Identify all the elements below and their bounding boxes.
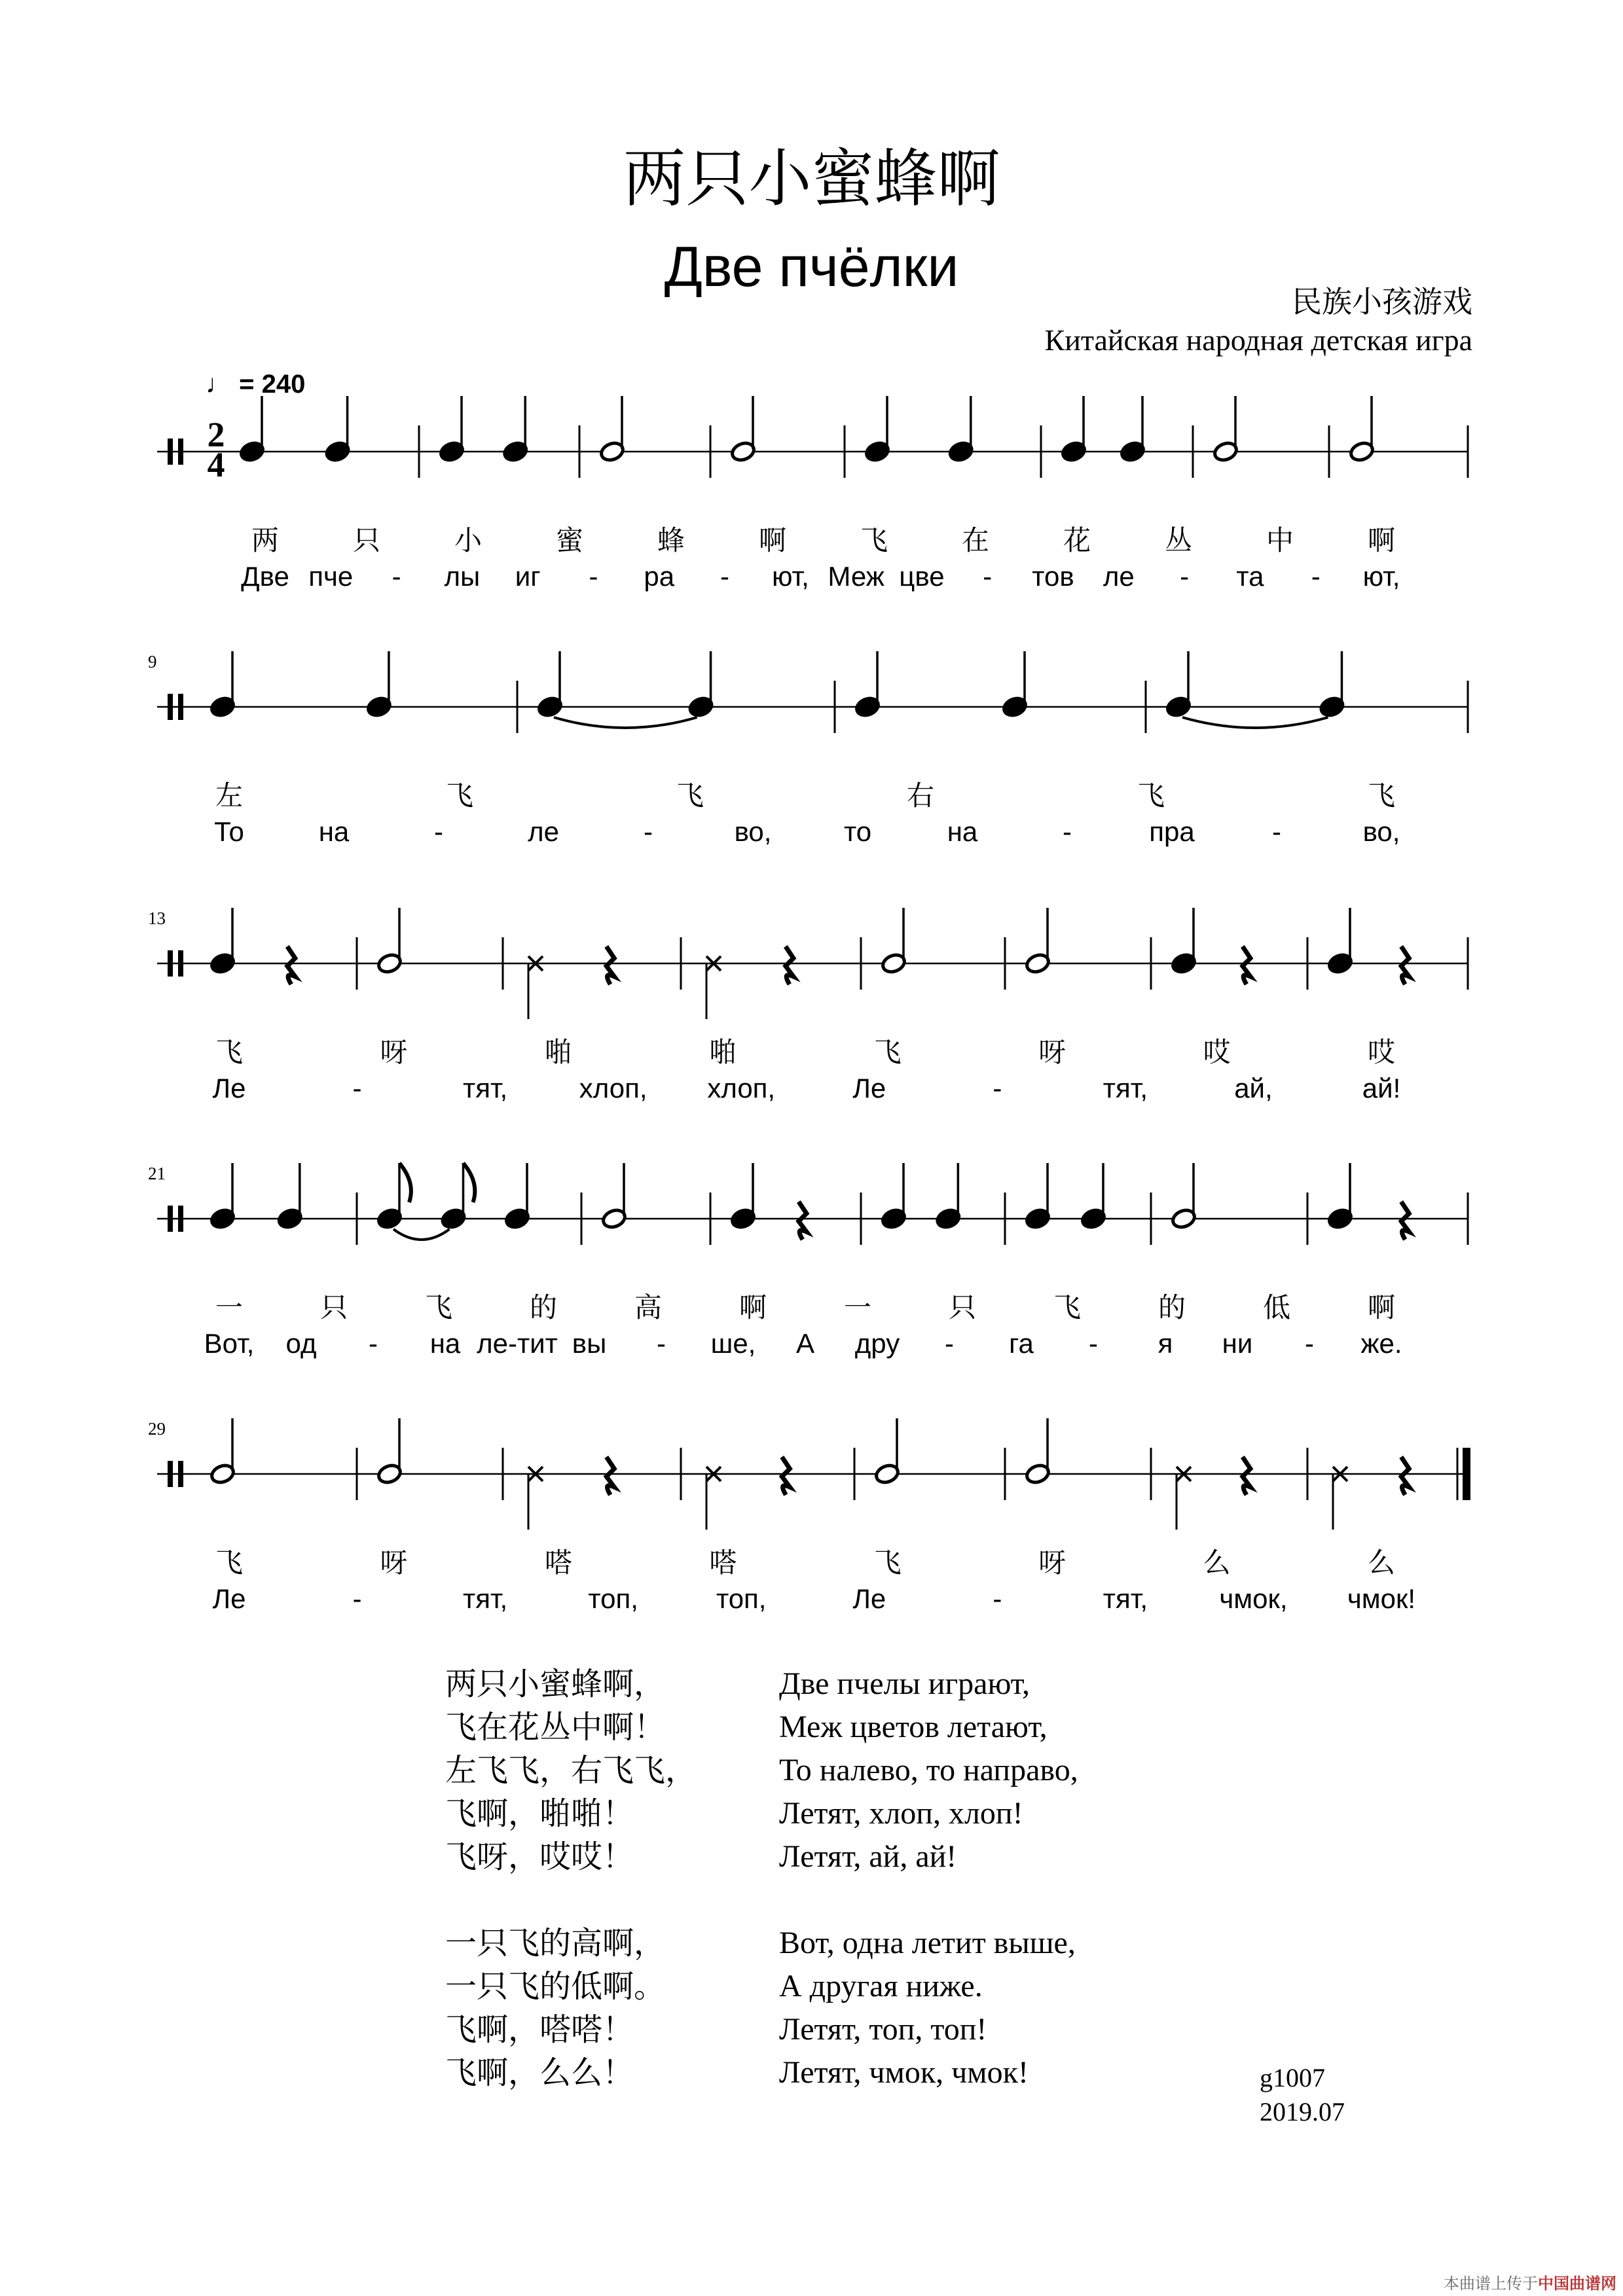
lyric-chinese: 呀 <box>380 1036 408 1068</box>
lyric-russian: - <box>1089 1328 1098 1359</box>
quarter-note <box>1002 651 1029 718</box>
lyric-russian: ра <box>644 561 675 592</box>
lyric-chinese: 低 <box>1262 1291 1291 1323</box>
quarter-note <box>854 651 881 718</box>
staff-system-4 <box>148 1164 1468 1359</box>
lyric-russian: на <box>318 816 350 847</box>
tie <box>393 1229 450 1240</box>
quarter-note <box>935 1163 962 1230</box>
staff-system-2 <box>148 652 1468 847</box>
lyric-chinese: 的 <box>1158 1291 1186 1323</box>
lyric-russian: ют, <box>1362 561 1400 592</box>
lyric-russian: вы <box>572 1328 607 1359</box>
credit-chinese: 民族小孩游戏 <box>1292 284 1472 319</box>
lyric-russian: Меж <box>828 561 884 592</box>
lyric-russian: - <box>644 816 653 847</box>
lyric-russian: на <box>947 816 978 847</box>
verse-line-ru: Летят, топ, топ! <box>779 2012 987 2047</box>
credit-russian: Китайская народная детская игра <box>1044 323 1472 357</box>
lyric-chinese: 啪 <box>544 1036 572 1068</box>
quarter-note <box>881 1163 907 1230</box>
half-note <box>730 396 757 463</box>
lyric-russian: лы <box>444 561 481 592</box>
lyric-chinese: 啪 <box>709 1036 737 1068</box>
lyric-chinese: 飞 <box>676 780 704 812</box>
verse-line-ru: То налево, то направо, <box>779 1753 1078 1787</box>
lyric-russian: - <box>589 561 598 592</box>
rest-symbol <box>782 1457 790 1495</box>
quarter-note <box>502 396 529 463</box>
clap-note <box>1333 1467 1347 1530</box>
verse-line-cn: 飞在花丛中啊！ <box>445 1709 666 1746</box>
quarter-note <box>1327 908 1354 975</box>
clap-note <box>528 1467 543 1530</box>
lyric-russian: Ле <box>212 1073 246 1103</box>
verse-line-ru: А другая ниже. <box>779 1969 983 2003</box>
lyric-russian: - <box>720 561 730 592</box>
quarter-note <box>1120 396 1146 463</box>
rest-symbol <box>606 946 614 984</box>
quarter-note <box>1080 1163 1107 1230</box>
lyric-russian: я <box>1158 1328 1173 1359</box>
lyric-chinese: 飞 <box>873 1036 902 1068</box>
verse-line-cn: 两只小蜜蜂啊， <box>445 1666 666 1702</box>
quarter-note <box>210 1163 236 1230</box>
measure-number: 13 <box>148 908 166 928</box>
lyric-russian: ют, <box>771 561 809 592</box>
lyric-russian: тят, <box>462 1073 508 1103</box>
lyric-russian: хлоп, <box>579 1073 647 1103</box>
percussion-clef-icon <box>168 1461 173 1487</box>
verse-text-russian <box>779 1662 1078 2094</box>
time-signature-top: 2 <box>207 415 225 454</box>
lyric-chinese: 飞 <box>1137 780 1165 812</box>
lyric-russian: - <box>983 561 993 592</box>
quarter-note <box>239 396 266 463</box>
clap-note <box>706 956 721 1019</box>
verse-line-cn: 左飞飞，右飞飞， <box>445 1752 697 1789</box>
verse-line-ru: Меж цветов летают, <box>779 1710 1048 1744</box>
lyric-russian: - <box>945 1328 954 1359</box>
lyric-russian: хлоп, <box>707 1073 776 1103</box>
lyric-chinese: 啊 <box>1367 524 1396 556</box>
tie <box>1182 717 1328 728</box>
lyric-russian: - <box>993 1583 1002 1614</box>
tie <box>554 717 697 728</box>
watermark-brand: 中国曲谱网 <box>1538 2274 1616 2293</box>
lyric-chinese: 飞 <box>215 1547 244 1579</box>
lyric-russian: пче <box>308 561 354 592</box>
lyric-russian: на <box>429 1328 461 1359</box>
lyric-chinese: 飞 <box>424 1291 453 1323</box>
verse-line-ru: Летят, ай, ай! <box>779 1839 957 1874</box>
lyric-russian: ле <box>528 816 559 847</box>
quarter-note <box>864 396 891 463</box>
lyric-russian: - <box>1272 816 1281 847</box>
lyric-russian: - <box>657 1328 666 1359</box>
lyric-chinese: 飞 <box>860 524 888 556</box>
rest-symbol <box>799 1202 807 1240</box>
lyric-chinese: 在 <box>961 524 990 556</box>
lyric-russian: Ле <box>212 1583 246 1614</box>
lyric-chinese: 飞 <box>445 780 474 812</box>
lyric-russian: То <box>214 816 244 847</box>
rest-symbol <box>1401 1457 1409 1495</box>
stanza-gap <box>445 1878 697 1922</box>
measure-number: 29 <box>148 1419 166 1439</box>
lyric-russian: ле <box>1103 561 1135 592</box>
verse-line-cn: 飞啊，啪啪！ <box>445 1795 634 1832</box>
lyric-russian: ни <box>1222 1328 1253 1359</box>
lyric-chinese: 只 <box>319 1291 348 1323</box>
quarter-note <box>504 1163 531 1230</box>
lyric-russian: - <box>1063 816 1072 847</box>
footer-id: g1007 <box>1260 2063 1325 2092</box>
quarter-note <box>1171 908 1197 975</box>
lyric-russian: - <box>1180 561 1190 592</box>
measure-number: 21 <box>148 1164 166 1183</box>
half-note <box>599 396 626 463</box>
lyric-russian: ле-тит <box>477 1328 558 1359</box>
lyric-chinese: 一 <box>843 1291 872 1323</box>
clap-note <box>706 1467 721 1530</box>
lyric-russian: чмок! <box>1347 1583 1416 1614</box>
lyric-chinese: 嗒 <box>544 1547 572 1579</box>
lyric-chinese: 左 <box>215 780 244 812</box>
lyric-russian: во, <box>1362 816 1400 847</box>
lyric-chinese: 的 <box>529 1291 558 1323</box>
lyric-russian: од <box>285 1328 317 1359</box>
lyric-chinese: 飞 <box>1053 1291 1082 1323</box>
lyric-russian: - <box>1305 1328 1314 1359</box>
half-note <box>210 1418 236 1485</box>
lyric-russian: - <box>993 1073 1002 1103</box>
quarter-note-icon: ♩ <box>206 370 232 399</box>
lyric-russian: ше, <box>710 1328 756 1359</box>
verse-text-chinese <box>445 1662 697 2094</box>
quarter-note <box>1327 1163 1354 1230</box>
verse-line-ru: Две пчелы играют, <box>779 1666 1030 1701</box>
lyric-russian: га <box>1009 1328 1034 1359</box>
lyric-chinese: 啊 <box>739 1291 767 1323</box>
lyric-russian: - <box>352 1073 362 1103</box>
lyric-russian: Две <box>241 561 289 592</box>
half-note <box>1025 908 1051 975</box>
rest-symbol <box>1243 1457 1250 1495</box>
half-note <box>1025 1418 1051 1485</box>
tempo-value: = 240 <box>239 370 306 399</box>
lyric-russian: дру <box>854 1328 900 1359</box>
quarter-note <box>1165 651 1192 718</box>
quarter-note <box>439 396 465 463</box>
lyric-chinese: 哎 <box>1203 1036 1231 1068</box>
staff-system-3 <box>148 908 1468 1103</box>
clap-note <box>528 956 543 1019</box>
lyric-chinese: 啊 <box>758 524 787 556</box>
title-chinese: 两只小蜜蜂啊 <box>623 142 1000 215</box>
lyric-russian: топ, <box>716 1583 767 1614</box>
lyric-chinese: 嗒 <box>709 1547 737 1579</box>
lyric-russian: - <box>434 816 443 847</box>
lyric-russian: топ, <box>588 1583 638 1614</box>
lyric-russian: та <box>1236 561 1264 592</box>
stanza-gap <box>779 1878 1078 1922</box>
lyric-chinese: 花 <box>1063 524 1091 556</box>
lyric-russian: чмок, <box>1219 1583 1288 1614</box>
measure-number: 9 <box>148 652 157 672</box>
lyric-chinese: 哎 <box>1367 1036 1396 1068</box>
quarter-note <box>730 1163 757 1230</box>
half-note <box>1213 396 1239 463</box>
quarter-note <box>537 651 564 718</box>
half-note <box>601 1163 628 1230</box>
quarter-note <box>277 1163 304 1230</box>
clap-note <box>1176 1467 1191 1530</box>
staff-system-5 <box>148 1419 1470 1614</box>
lyric-chinese: 呀 <box>1038 1547 1067 1579</box>
quarter-note <box>324 396 351 463</box>
lyric-russian: ай! <box>1362 1073 1401 1103</box>
percussion-clef-icon <box>168 694 173 720</box>
title-russian: Две пчёлки <box>664 236 959 298</box>
lyric-russian: - <box>1311 561 1321 592</box>
verse-line-cn: 一只飞的高啊， <box>445 1925 666 1962</box>
quarter-note <box>687 651 714 718</box>
lyric-chinese: 中 <box>1266 524 1294 556</box>
lyric-chinese: 丛 <box>1164 524 1193 556</box>
verse-line-cn: 飞呀，哎哎！ <box>445 1839 634 1875</box>
lyric-chinese: 么 <box>1203 1547 1231 1579</box>
lyric-chinese: 只 <box>352 524 381 556</box>
rest-symbol <box>786 946 793 984</box>
lyric-russian: Ле <box>852 1583 886 1614</box>
lyric-russian: тов <box>1032 561 1074 592</box>
lyric-russian: - <box>352 1583 362 1614</box>
lyric-chinese: 飞 <box>215 1036 244 1068</box>
verse-line-ru: Вот, одна летит выше, <box>779 1926 1076 1960</box>
verse-line-cn: 飞啊，嗒嗒！ <box>445 2011 634 2048</box>
footer-date: 2019.07 <box>1260 2097 1345 2126</box>
lyric-chinese: 么 <box>1367 1547 1396 1579</box>
percussion-clef-icon <box>168 950 173 977</box>
lyric-chinese: 小 <box>454 524 483 556</box>
lyric-russian: тят, <box>1103 1583 1148 1614</box>
half-note <box>1349 396 1376 463</box>
rest-symbol <box>1401 1202 1409 1240</box>
lyric-chinese: 啊 <box>1367 1291 1396 1323</box>
lyric-chinese: 蜜 <box>555 524 584 556</box>
watermark-text: 本曲谱上传于 <box>1444 2274 1538 2293</box>
half-note <box>1171 1163 1197 1230</box>
lyric-russian: Вот, <box>204 1328 255 1359</box>
lyric-russian: то <box>843 816 872 847</box>
lyric-russian: А <box>795 1328 815 1359</box>
eighth-note <box>440 1163 475 1230</box>
lyric-russian: Ле <box>852 1073 886 1103</box>
lyric-russian: во, <box>734 816 772 847</box>
quarter-note <box>210 908 236 975</box>
lyric-russian: тят, <box>462 1583 508 1614</box>
quarter-note <box>1061 396 1087 463</box>
verse-line-ru: Летят, чмок, чмок! <box>779 2055 1029 2090</box>
watermark <box>1444 2270 1616 2293</box>
lyric-chinese: 高 <box>634 1291 663 1323</box>
lyric-russian: же. <box>1360 1328 1402 1359</box>
lyric-russian: - <box>369 1328 378 1359</box>
verse-line-ru: Летят, хлоп, хлоп! <box>779 1796 1023 1831</box>
half-note <box>376 908 403 975</box>
lyric-chinese: 蜂 <box>657 524 685 556</box>
lyric-russian: цве <box>899 561 945 592</box>
lyric-chinese: 呀 <box>380 1547 408 1579</box>
rest-symbol <box>287 946 295 984</box>
eighth-note <box>376 1163 411 1230</box>
time-signature-bottom: 4 <box>207 445 225 484</box>
lyric-russian: пра <box>1149 816 1195 847</box>
lyric-chinese: 两 <box>251 524 280 556</box>
half-note <box>881 908 907 975</box>
lyric-chinese: 飞 <box>1367 780 1396 812</box>
rest-symbol <box>1401 946 1409 984</box>
lyric-chinese: 呀 <box>1038 1036 1067 1068</box>
quarter-note <box>1025 1163 1051 1230</box>
percussion-clef-icon <box>168 439 173 465</box>
lyric-chinese: 只 <box>948 1291 977 1323</box>
verse-line-cn: 飞啊，么么！ <box>445 2054 634 2091</box>
quarter-note <box>948 396 975 463</box>
lyric-russian: тят, <box>1103 1073 1148 1103</box>
lyric-chinese: 飞 <box>873 1547 902 1579</box>
quarter-note <box>366 651 393 718</box>
lyric-russian: - <box>392 561 401 592</box>
staff-system-1 <box>157 415 1468 592</box>
rest-symbol <box>1243 946 1250 984</box>
lyric-russian: ай, <box>1234 1073 1273 1103</box>
half-note <box>376 1418 403 1485</box>
lyric-chinese: 一 <box>215 1291 244 1323</box>
quarter-note <box>210 651 236 718</box>
lyric-chinese: 右 <box>906 780 935 812</box>
percussion-clef-icon <box>168 1206 173 1232</box>
rest-symbol <box>606 1457 614 1495</box>
verse-line-cn: 一只飞的低啊。 <box>445 1968 666 2005</box>
lyric-russian: иг <box>515 561 541 592</box>
quarter-note <box>1319 651 1345 718</box>
half-note <box>874 1418 901 1485</box>
